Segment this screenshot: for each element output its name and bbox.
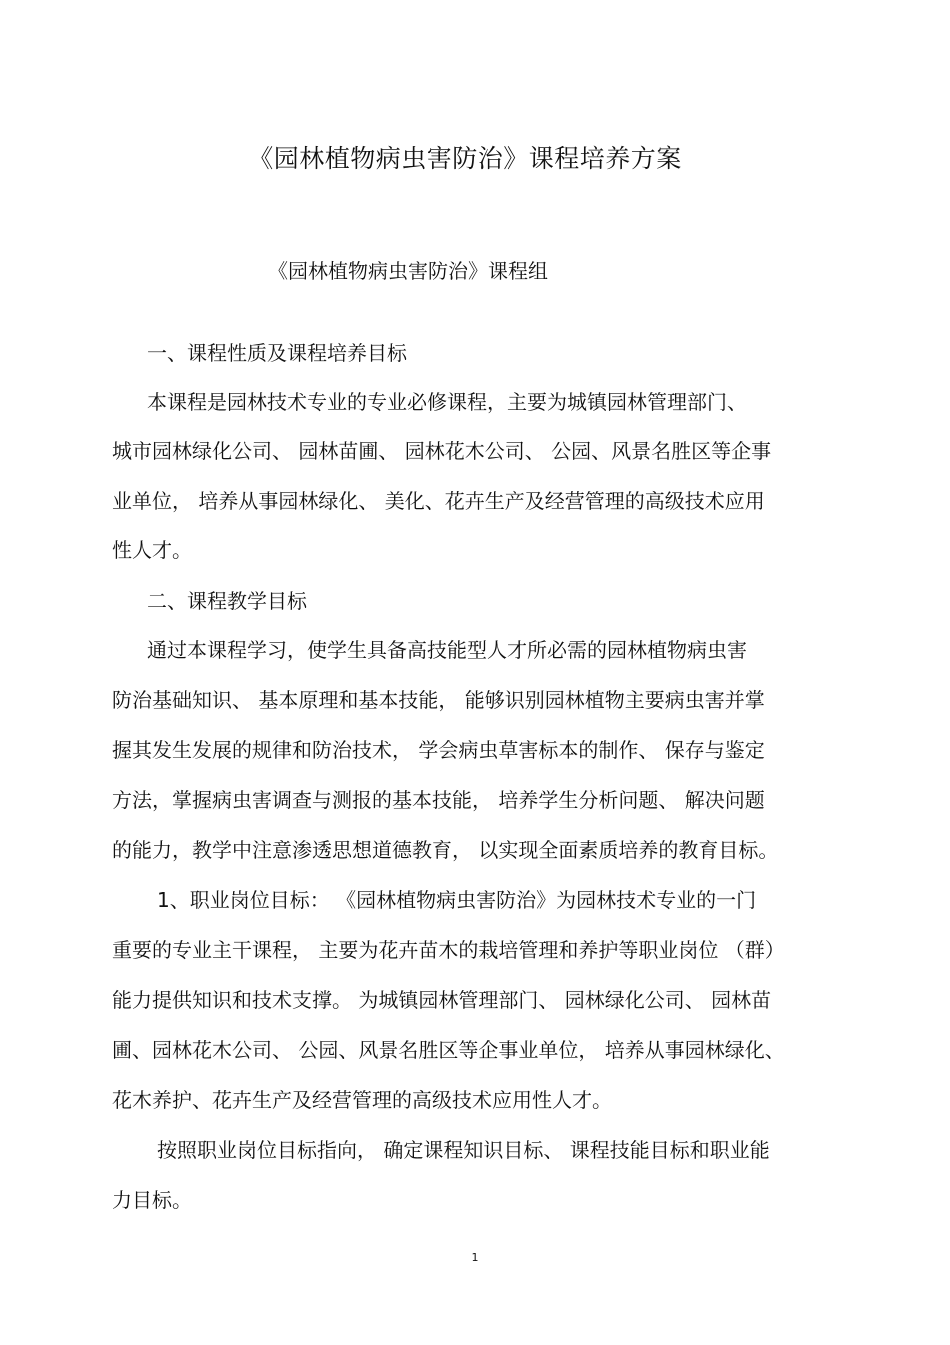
paragraph-line: 方法，掌握病虫害调查与测报的基本技能， 培养学生分析问题、 解决问题 xyxy=(112,788,765,812)
section-heading: 一、课程性质及课程培养目标 xyxy=(147,341,407,365)
paragraph-line: 的能力，教学中注意渗透思想道德教育， 以实现全面素质培养的教育目标。 xyxy=(112,838,779,862)
paragraph-line: 城市园林绿化公司、 园林苗圃、 园林花木公司、 公园、风景名胜区等企事 xyxy=(112,439,772,463)
paragraph-line: 力目标。 xyxy=(112,1188,192,1212)
document-subtitle: 《园林植物病虫害防治》课程组 xyxy=(268,259,548,283)
list-item-line: 1、职业岗位目标： 《园林植物病虫害防治》为园林技术专业的一门 xyxy=(157,888,757,912)
paragraph-line: 防治基础知识、 基本原理和基本技能， 能够识别园林植物主要病虫害并掌 xyxy=(112,688,765,712)
document-title: 《园林植物病虫害防治》课程培养方案 xyxy=(248,144,682,173)
paragraph-line: 本课程是园林技术专业的专业必修课程，主要为城镇园林管理部门、 xyxy=(147,390,747,414)
paragraph-line: 握其发生发展的规律和防治技术， 学会病虫草害标本的制作、 保存与鉴定 xyxy=(112,738,765,762)
paragraph-line: 业单位， 培养从事园林绿化、 美化、花卉生产及经营管理的高级技术应用 xyxy=(112,489,765,513)
paragraph-line: 能力提供知识和技术支撑。 为城镇园林管理部门、 园林绿化公司、 园林苗 xyxy=(112,988,772,1012)
paragraph-line: 通过本课程学习，使学生具备高技能型人才所必需的园林植物病虫害 xyxy=(147,638,747,662)
paragraph-line: 重要的专业主干课程， 主要为花卉苗木的栽培管理和养护等职业岗位 （群） xyxy=(112,938,785,962)
section-heading: 二、课程教学目标 xyxy=(147,589,307,613)
paragraph-line: 按照职业岗位目标指向， 确定课程知识目标、 课程技能目标和职业能 xyxy=(157,1138,770,1162)
paragraph-line: 花木养护、花卉生产及经营管理的高级技术应用性人才。 xyxy=(112,1088,612,1112)
page-number: 1 xyxy=(471,1251,479,1264)
paragraph-line: 性人才。 xyxy=(112,538,192,562)
paragraph-line: 圃、园林花木公司、 公园、风景名胜区等企事业单位， 培养从事园林绿化、 xyxy=(112,1038,785,1062)
